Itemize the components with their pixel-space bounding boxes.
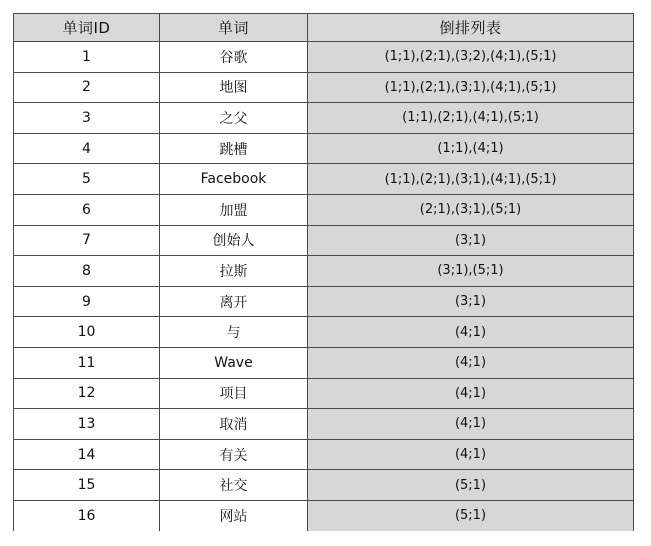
cell-postings: (1;1),(4;1) [308, 133, 634, 164]
table-row [14, 225, 634, 256]
table-row [14, 133, 634, 164]
cell-word-id: 12 [14, 378, 160, 409]
header-postings: 倒排列表 [308, 14, 634, 42]
cell-word: Wave [160, 347, 308, 378]
cell-word: 离开 [160, 286, 308, 317]
header-row [14, 14, 634, 42]
cell-postings: (4;1) [308, 409, 634, 440]
table-row [14, 286, 634, 317]
table-row [14, 378, 634, 409]
cell-word-id: 5 [14, 164, 160, 195]
table-row [14, 103, 634, 134]
cell-word-id: 2 [14, 72, 160, 103]
cell-postings: (4;1) [308, 439, 634, 470]
table-row [14, 317, 634, 348]
inverted-index-table-container [13, 13, 633, 531]
cell-postings: (1;1),(2;1),(3;1),(4;1),(5;1) [308, 72, 634, 103]
inverted-index-table [13, 13, 634, 531]
cell-postings: (4;1) [308, 378, 634, 409]
table-row [14, 409, 634, 440]
table-row [14, 72, 634, 103]
cell-word-id: 16 [14, 500, 160, 530]
table-row [14, 194, 634, 225]
cell-word: 加盟 [160, 194, 308, 225]
cell-postings: (5;1) [308, 470, 634, 501]
cell-word: 网站 [160, 500, 308, 530]
cell-word: 创始人 [160, 225, 308, 256]
cell-postings: (1;1),(2;1),(4;1),(5;1) [308, 103, 634, 134]
cell-word: Facebook [160, 164, 308, 195]
cell-postings: (2;1),(3;1),(5;1) [308, 194, 634, 225]
cell-word-id: 14 [14, 439, 160, 470]
cell-postings: (5;1) [308, 500, 634, 530]
cell-word: 谷歌 [160, 42, 308, 73]
table-row [14, 42, 634, 73]
header-word: 单词 [160, 14, 308, 42]
header-word-id: 单词ID [14, 14, 160, 42]
cell-word: 有关 [160, 439, 308, 470]
cell-word: 与 [160, 317, 308, 348]
cell-postings: (4;1) [308, 317, 634, 348]
cell-postings: (3;1) [308, 225, 634, 256]
cell-postings: (4;1) [308, 347, 634, 378]
cell-word-id: 13 [14, 409, 160, 440]
table-header [14, 14, 634, 42]
cell-postings: (1;1),(2;1),(3;2),(4;1),(5;1) [308, 42, 634, 73]
cell-word: 地图 [160, 72, 308, 103]
table-row [14, 256, 634, 287]
table-row [14, 347, 634, 378]
table-row [14, 164, 634, 195]
cell-word: 社交 [160, 470, 308, 501]
cell-postings: (1;1),(2;1),(3;1),(4;1),(5;1) [308, 164, 634, 195]
table-body [14, 42, 634, 531]
cell-word-id: 1 [14, 42, 160, 73]
cell-word-id: 4 [14, 133, 160, 164]
table-row [14, 470, 634, 501]
cell-word: 之父 [160, 103, 308, 134]
cell-word-id: 15 [14, 470, 160, 501]
cell-word-id: 9 [14, 286, 160, 317]
cell-word-id: 10 [14, 317, 160, 348]
cell-word: 拉斯 [160, 256, 308, 287]
cell-word: 项目 [160, 378, 308, 409]
cell-word-id: 6 [14, 194, 160, 225]
cell-word-id: 8 [14, 256, 160, 287]
cell-postings: (3;1) [308, 286, 634, 317]
cell-word-id: 3 [14, 103, 160, 134]
cell-word-id: 11 [14, 347, 160, 378]
cell-word: 跳槽 [160, 133, 308, 164]
table-row [14, 439, 634, 470]
cell-postings: (3;1),(5;1) [308, 256, 634, 287]
cell-word-id: 7 [14, 225, 160, 256]
table-row [14, 500, 634, 530]
cell-word: 取消 [160, 409, 308, 440]
